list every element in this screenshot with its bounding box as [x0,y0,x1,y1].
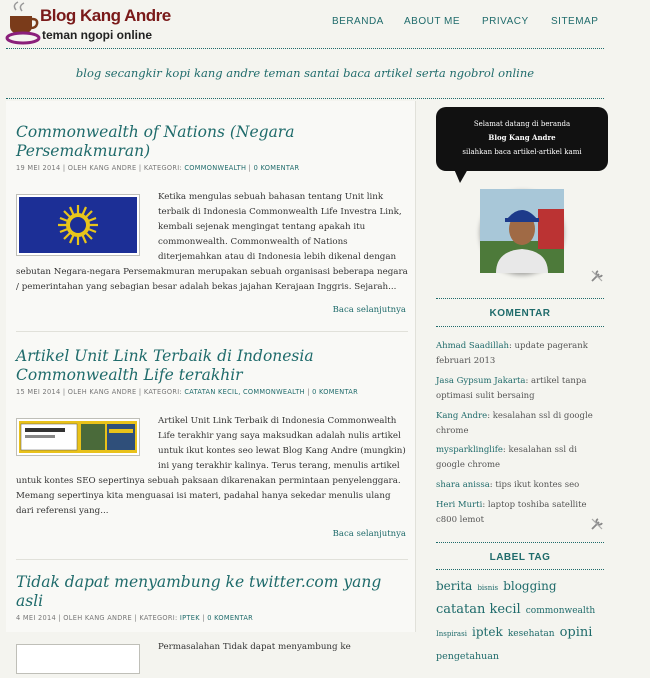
tag-link[interactable]: iptek [472,625,503,639]
tag-cloud [436,575,608,666]
header-divider [6,48,604,49]
comment-author[interactable]: Heri Murti [436,500,483,510]
header [0,0,650,50]
tag-link[interactable]: Inspirasi [436,630,467,638]
nav-beranda[interactable]: BERANDA [332,16,384,27]
nav-about-me[interactable]: ABOUT ME [404,16,461,27]
komentar-heading: KOMENTAR [489,308,551,319]
post-title[interactable]: Artikel Unit Link Terbaik di Indonesia Commonwealth Life terakhir [16,347,314,384]
nav-sitemap[interactable]: SITEMAP [551,16,599,27]
wrench-icon[interactable] [590,269,604,283]
tagline-divider [6,98,604,99]
post-author: OLEH KANG ANDRE [67,164,137,172]
post-comments-link[interactable]: 0 KOMENTAR [312,388,358,396]
comment-author[interactable]: shara anissa [436,480,490,490]
post-date: 19 MEI 2014 [16,164,61,172]
tag-link[interactable]: berita [436,579,473,593]
post-category-label: KATEGORI: [143,388,182,396]
comment-text[interactable]: : kesalahan ssl di google chrome [436,445,577,470]
bubble-tail [454,169,468,183]
post-excerpt: Ketika mengulas sebuah bahasan tentang Unit link terbaik di Indonesia Commonwealth Life Investra Link, kembali sejenak mengingat tentang apakah itu commonwealth. Commonwealth of Nations diterjemahkan atau di Indonesia lebih dikenal dengan sebutan Negara-negara Persemakmuran merupakan sebuah organisasi beberapa negara / pemerintahan yang sebagian besar adalah bekas jajahan Kerajaan Inggris. Sejarah... [16,192,408,292]
comment-item [436,339,606,369]
sidebar-divider [436,542,604,543]
comment-item [436,409,606,439]
tag-link[interactable]: catatan kecil [436,602,521,617]
comment-author[interactable]: Jasa Gypsum Jakarta [436,376,526,386]
post-category[interactable]: CATATAN KECIL, COMMONWEALTH [184,388,305,396]
welcome-line-1: Selamat datang di beranda [473,120,571,128]
post-meta: 4 MEI 2014 | OLEH KANG ANDRE | KATEGORI: IPTEK | 0 KOMENTAR [16,614,254,622]
post-title[interactable]: Commonwealth of Nations (Negara Persemakmuran) [16,123,295,160]
post-excerpt: Permasalahan Tidak dapat menyambung ke [16,640,408,655]
comment-text[interactable]: : laptop toshiba satellite c800 lemot [436,500,587,525]
sidebar [432,101,608,662]
comment-author[interactable]: Ahmad Saadillah [436,341,509,351]
logo-title: Blog Kang Andre [40,6,171,25]
welcome-line-2: Blog Kang Andre [488,133,556,142]
site-logo[interactable] [4,2,171,46]
post-thumbnail[interactable] [16,644,140,674]
sidebar-divider [436,326,604,327]
post-author: OLEH KANG ANDRE [63,614,133,622]
post-2 [16,347,408,539]
read-more-link[interactable]: Baca selanjutnya [332,305,406,315]
sidebar-divider [436,569,604,570]
post-separator [16,559,408,560]
tag-link[interactable]: pengetahuan [436,651,500,662]
comment-item [436,374,606,404]
post-comments-link[interactable]: 0 KOMENTAR [253,164,300,172]
top-nav [320,16,620,32]
welcome-line-3: silahkan baca artikel-artikel kami [462,148,582,156]
welcome-bubble [436,107,608,171]
tag-link[interactable]: blogging [503,579,557,593]
post-3 [16,573,408,678]
post-separator [16,331,408,332]
comment-item [436,478,606,493]
logo-subtitle: teman ngopi online [42,28,152,42]
comment-text[interactable]: : tips ikut kontes seo [489,480,580,490]
sidebar-divider [436,298,604,299]
coffee-cup-icon [4,2,44,46]
post-comments-link[interactable]: 0 KOMENTAR [207,614,254,622]
post-author: OLEH KANG ANDRE [67,388,137,396]
post-category[interactable]: IPTEK [179,614,200,622]
tag-link[interactable]: opini [559,625,593,640]
comment-text[interactable]: : update pagerank februari 2013 [436,341,588,366]
nav-privacy[interactable]: PRIVACY [482,16,529,27]
post-category-label: KATEGORI: [139,614,178,622]
main-content [6,101,416,652]
tag-link[interactable]: commonwealth [525,606,596,616]
post-meta: 19 MEI 2014 | OLEH KANG ANDRE | KATEGORI: COMMONWEALTH | 0 KOMENTAR [16,164,300,172]
post-category-label: KATEGORI: [143,164,182,172]
label-tag-heading: LABEL TAG [489,552,551,563]
tag-link[interactable]: kesehatan [507,629,555,639]
wrench-icon[interactable] [590,517,604,531]
post-category[interactable]: COMMONWEALTH [184,164,247,172]
post-1 [16,123,408,315]
avatar [480,189,564,273]
comment-text[interactable]: : artikel tanpa optimasi sulit bersaing [436,376,587,401]
tag-link[interactable]: bisnis [477,584,499,592]
read-more-link[interactable]: Baca selanjutnya [332,529,406,539]
comment-text[interactable]: : kesalahan ssl di google chrome [436,411,593,436]
post-title[interactable]: Tidak dapat menyambung ke twitter.com yang asli [16,573,382,610]
comment-item [436,498,606,528]
post-excerpt: Artikel Unit Link Terbaik di Indonesia Commonwealth Life terakhir yang saya maksudkan adalah nulis artikel untuk ikut kontes seo lewat Blog Kang Andre (mungkin) ini yang terakhir kalinya. Terus terang, menulis artikel untuk kontes SEO sepertinya sebuah paksaan dikarenakan permintaan penyelenggara. Memang sepertinya kita menguasai isi materi, padahal hanya sekedar menulis ulang dari referensi yang... [16,416,406,516]
site-tagline: blog secangkir kopi kang andre teman santai baca artikel serta ngobrol online [75,66,535,80]
post-thumbnail[interactable] [16,418,140,456]
post-meta: 15 MEI 2014 | OLEH KANG ANDRE | KATEGORI: CATATAN KECIL, COMMONWEALTH | 0 KOMENTAR [16,388,358,396]
post-date: 4 MEI 2014 [16,614,56,622]
post-date: 15 MEI 2014 [16,388,61,396]
comment-item [436,443,606,473]
post-thumbnail[interactable] [16,194,140,256]
comment-author[interactable]: mysparklinglife [436,445,503,455]
comment-author[interactable]: Kang Andre [436,411,488,421]
